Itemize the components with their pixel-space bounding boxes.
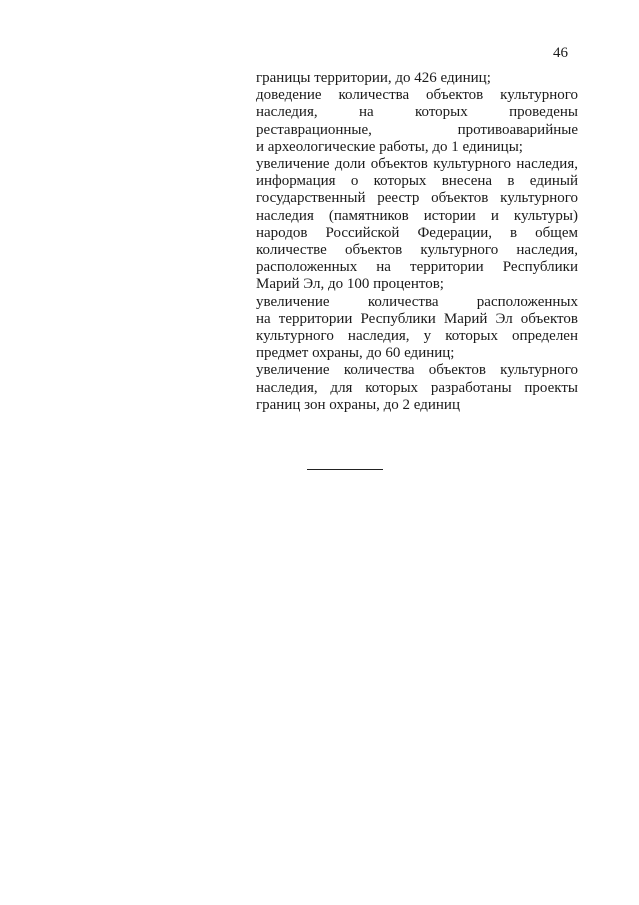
text-line: наследия, на которых проведены — [256, 104, 578, 121]
text-line: народов Российской Федерации, в общем — [256, 224, 578, 241]
text-line: Марий Эл, до 100 процентов; — [256, 276, 444, 293]
text-line: увеличение доли объектов культурного наследия, — [256, 156, 578, 173]
end-divider — [307, 469, 383, 470]
text-line: на территории Республики Марий Эл объектов — [256, 310, 578, 327]
text-line: доведение количества объектов культурного — [256, 87, 578, 104]
text-line: и археологические работы, до 1 единицы; — [256, 138, 523, 155]
text-line: предмет охраны, до 60 единиц; — [256, 345, 455, 362]
text-line: информация о которых внесена в единый — [256, 173, 578, 190]
paragraph-protection-subject — [256, 294, 578, 363]
text-line: реставрационные, противоаварийные — [256, 121, 578, 138]
text-line: границ зон охраны, до 2 единиц — [256, 396, 460, 413]
text-line: увеличение количества расположенных — [256, 293, 578, 310]
document-body — [256, 70, 578, 414]
text-line: наследия (памятников истории и культуры) — [256, 207, 578, 224]
text-line: государственный реестр объектов культурного — [256, 190, 578, 207]
text-line: расположенных на территории Республики — [256, 259, 578, 276]
text-line: увеличение количества объектов культурного — [256, 362, 578, 379]
paragraph-restoration-works — [256, 87, 578, 156]
paragraph-state-register-share — [256, 156, 578, 294]
paragraph-protection-zones — [256, 362, 578, 414]
text-line: границы территории, до 426 единиц; — [256, 70, 491, 86]
text-line: культурного наследия, у которых определен — [256, 328, 578, 345]
paragraph-territory-boundaries — [256, 70, 578, 87]
page-number: 46 — [553, 45, 568, 61]
text-line: наследия, для которых разработаны проекты — [256, 379, 578, 396]
text-line: количестве объектов культурного наследия, — [256, 242, 578, 259]
